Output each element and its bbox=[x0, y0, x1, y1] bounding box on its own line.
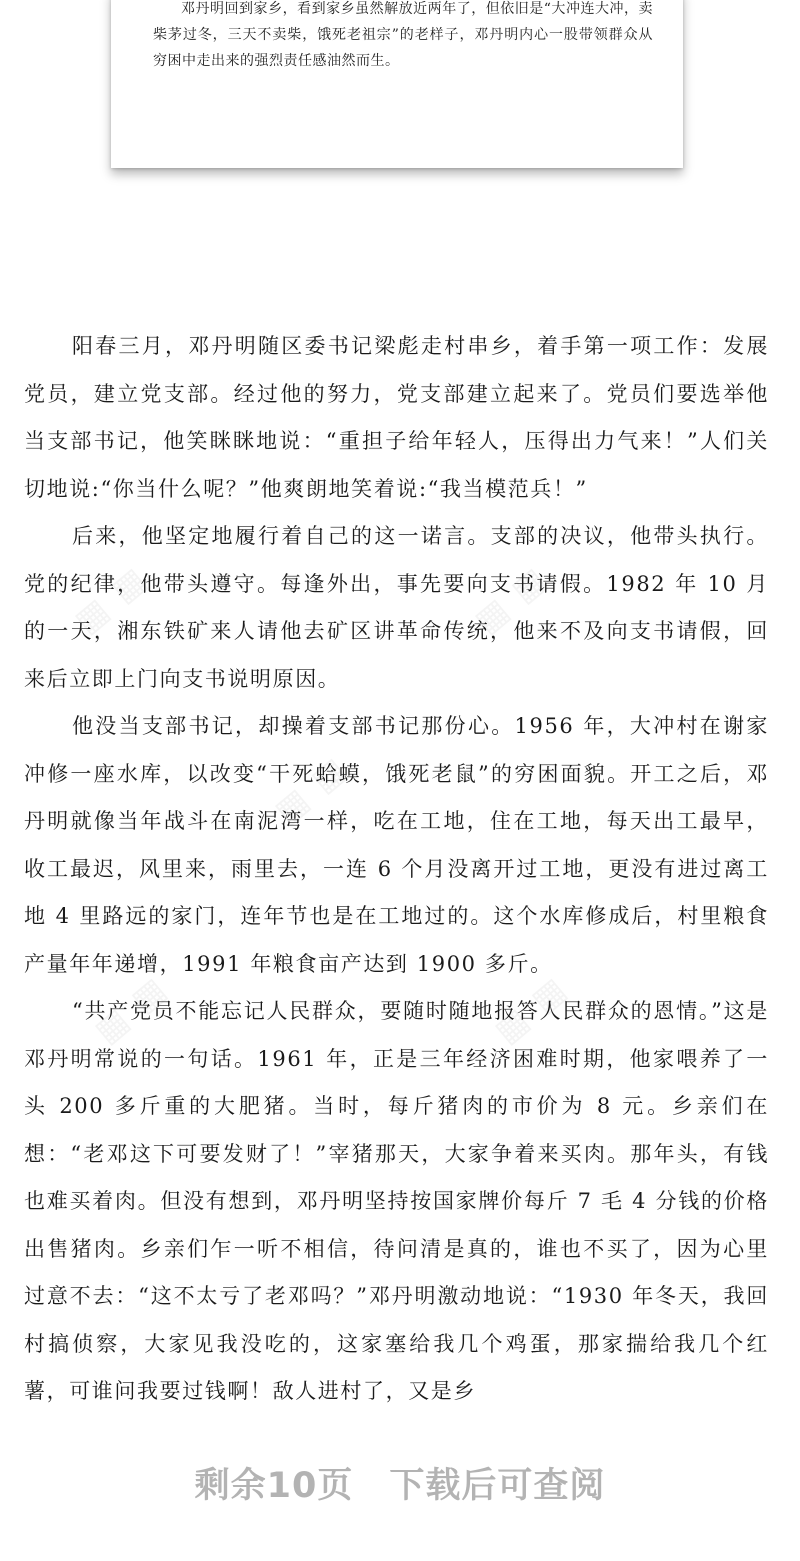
paragraph: 阳春三月，邓丹明随区委书记梁彪走村串乡，着手第一项工作：发展党员，建立党支部。经过他的努力，党支部建立起来了。党员们要选举他当支部书记，他笑眯眯地说：“重担子给年轻人，压得出力气来！”人们关切地说:“你当什么呢？”他爽朗地笑着说:“我当模范兵！” bbox=[24, 334, 769, 501]
paragraph: 他没当支部书记，却操着支部书记那份心。1956 年，大冲村在谢家冲修一座水库，以改变“干死蛤蟆，饿死老鼠”的穷困面貌。开工之后，邓丹明就像当年战斗在南泥湾一样，吃在工地，住在工地，每天出工最早，收工最迟，风里来，雨里去，一连 6 个月没离开过工地，更没有进过离工地 4 里路远的家门，连年节也是在工地过的。这个水库修成后，村里粮食产量年年递增，1991 年粮食亩产达到 1900 多斤。 bbox=[24, 714, 769, 976]
excerpt-card bbox=[111, 0, 683, 168]
excerpt-text: 邓丹明回到家乡，看到家乡虽然解放近两年了，但依旧是“大冲连大冲，卖柴茅过冬，三天不卖柴，饿死老祖宗”的老样子，邓丹明内心一股带领群众从穷困中走出来的强烈责任感油然而生。 bbox=[153, 1, 653, 69]
download-prompt[interactable] bbox=[0, 1458, 800, 1508]
remaining-pages-label[interactable]: 剩余10页 bbox=[194, 1466, 354, 1506]
download-to-read-label[interactable]: 下载后可查阅 bbox=[389, 1466, 606, 1506]
paragraph: “共产党员不能忘记人民群众，要随时随地报答人民群众的恩情。”这是邓丹明常说的一句话。1961 年，正是三年经济困难时期，他家喂养了一头 200 多斤重的大肥猪。当时，每斤猪肉的市价为 8 元。乡亲们在想：“老邓这下可要发财了！”宰猪那天，大家争着来买肉。那年头，有钱也难买着肉。但没有想到，邓丹明坚持按国家牌价每斤 7 毛 4 分钱的价格出售猪肉。乡亲们乍一听不相信，待问清是真的，谁也不买了，因为心里过意不去：“这不太亏了老邓吗？”邓丹明激动地说：“1930 年冬天，我回村搞侦察，大家见我没吃的，这家塞给我几个鸡蛋，那家揣给我几个红薯，可谁问我要过钱啊！敌人进村了，又是乡 bbox=[24, 999, 769, 1403]
article-body bbox=[24, 323, 769, 1416]
paragraph: 后来，他坚定地履行着自己的这一诺言。支部的决议，他带头执行。党的纪律，他带头遵守。每逢外出，事先要向支书请假。1982 年 10 月的一天，湘东铁矿来人请他去矿区讲革命传统，他来不及向支书请假，回来后立即上门向支书说明原因。 bbox=[24, 524, 769, 691]
